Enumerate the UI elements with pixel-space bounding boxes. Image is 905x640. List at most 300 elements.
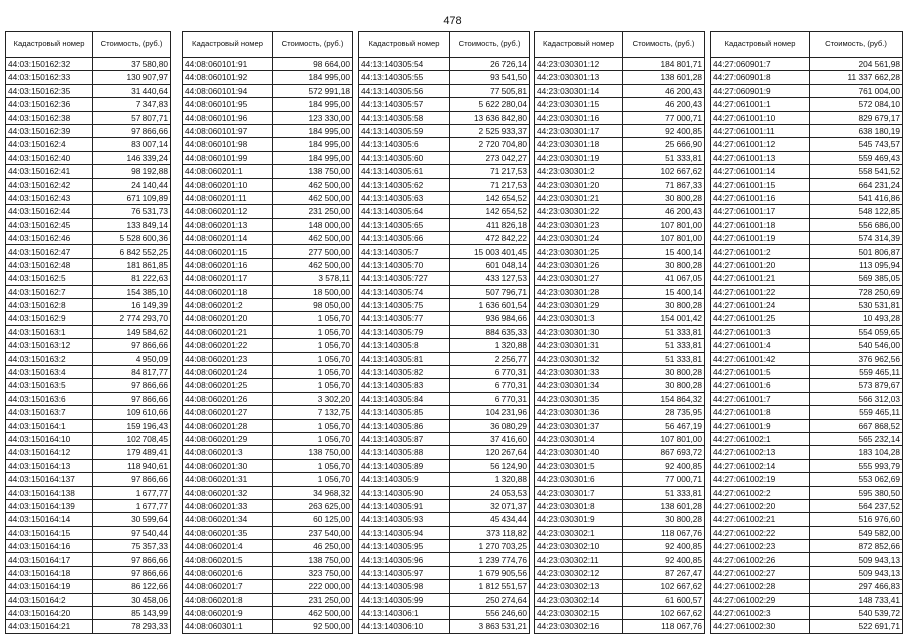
cost-value: 1 056,70 [273,473,353,486]
cadastral-number: 44:08:060201:4 [183,540,273,553]
cost-value: 24 140,44 [93,178,171,191]
cadastral-number: 44:03:150163:7 [6,406,93,419]
cadastral-number: 44:03:150164:13 [6,459,93,472]
cadastral-number: 44:23:030301:16 [535,111,623,124]
cadastral-number: 44:08:060201:16 [183,258,273,271]
cost-value: 61 600,57 [623,593,705,606]
table-row [6,473,171,486]
table-row [711,258,903,271]
cost-value: 184 801,71 [623,58,705,71]
table-row [6,285,171,298]
cost-value: 566 312,03 [810,392,903,405]
table-row [359,540,530,553]
cadastral-number: 44:08:060201:9 [183,607,273,620]
cost-value: 222 000,00 [273,580,353,593]
table-row [359,419,530,432]
cadastral-number: 44:13:140305:7 [359,245,450,258]
cadastral-number: 44:23:030301:25 [535,245,623,258]
cadastral-number: 44:23:030301:17 [535,124,623,137]
cadastral-number: 44:27:061001:24 [711,299,810,312]
table-row [6,566,171,579]
cadastral-number: 44:23:030301:29 [535,299,623,312]
cadastral-number: 44:03:150164:12 [6,446,93,459]
cost-value: 45 434,44 [450,513,530,526]
cost-value: 32 071,37 [450,499,530,512]
table-row [535,526,705,539]
table-row [711,459,903,472]
cadastral-number: 44:13:140305:98 [359,580,450,593]
cost-value: 573 879,67 [810,379,903,392]
cost-value: 1 320,88 [450,473,530,486]
table-row [6,151,171,164]
table-row [535,540,705,553]
table-row [359,365,530,378]
cadastral-number: 44:13:140305:88 [359,446,450,459]
cost-value: 118 067,76 [623,526,705,539]
table-row [359,459,530,472]
cadastral-number: 44:13:140305:91 [359,499,450,512]
cost-value: 433 127,53 [450,272,530,285]
cost-value: 30 800,28 [623,365,705,378]
cost-value: 92 400,85 [623,459,705,472]
cost-value: 24 053,53 [450,486,530,499]
cadastral-tables [0,31,905,631]
table-row [183,459,353,472]
cadastral-number: 44:27:060901:9 [711,84,810,97]
cadastral-number: 44:23:030301:31 [535,339,623,352]
cost-value: 559 465,11 [810,365,903,378]
cost-value: 118 067,76 [623,620,705,633]
cost-value: 728 250,69 [810,285,903,298]
cadastral-number: 44:23:030302:1 [535,526,623,539]
cost-value: 273 042,27 [450,151,530,164]
table-row [183,191,353,204]
table-row [359,58,530,71]
table-row [183,379,353,392]
table-row [711,432,903,445]
table-row [183,486,353,499]
table-row [6,486,171,499]
cost-value: 297 466,83 [810,580,903,593]
table-row [6,607,171,620]
cost-value: 30 800,28 [623,258,705,271]
header-cost: Стоимость, (руб.) [93,32,171,58]
table-row [6,165,171,178]
table-row [6,245,171,258]
cadastral-number: 44:03:150164:17 [6,553,93,566]
table-row [183,593,353,606]
cost-value: 2 774 293,70 [93,312,171,325]
table-row [359,232,530,245]
cadastral-number: 44:27:061002:14 [711,459,810,472]
table-row [711,124,903,137]
cadastral-number: 44:03:150162:40 [6,151,93,164]
cost-value: 554 059,65 [810,325,903,338]
table-row [6,178,171,191]
table-row [359,299,530,312]
table-row [711,607,903,620]
table-row [359,513,530,526]
cost-value: 97 866,66 [93,379,171,392]
cadastral-number: 44:23:030302:14 [535,593,623,606]
cadastral-number: 44:23:030301:5 [535,459,623,472]
table-row [535,71,705,84]
header-number: Кадастровый номер [535,32,623,58]
cadastral-number: 44:03:150164:2 [6,593,93,606]
table-row [6,71,171,84]
cost-value: 98 192,88 [93,165,171,178]
cadastral-number: 44:27:061002:13 [711,446,810,459]
cost-value: 667 868,52 [810,419,903,432]
table-row [183,513,353,526]
table-row [711,218,903,231]
table-row [711,419,903,432]
cost-value: 1 056,70 [273,379,353,392]
table-row [535,459,705,472]
cadastral-number: 44:23:030302:10 [535,540,623,553]
cost-value: 37 416,60 [450,432,530,445]
cost-value: 107 801,00 [623,432,705,445]
cost-value: 3 863 531,21 [450,620,530,633]
cadastral-number: 44:23:030302:11 [535,553,623,566]
cost-value: 31 440,64 [93,84,171,97]
header-cost: Стоимость, (руб.) [810,32,903,58]
table-row [183,325,353,338]
cost-value: 462 500,00 [273,258,353,271]
cost-value: 501 806,87 [810,245,903,258]
table-row [6,84,171,97]
cost-value: 4 950,09 [93,352,171,365]
cadastral-number: 44:03:150164:137 [6,473,93,486]
cadastral-number: 44:08:060201:32 [183,486,273,499]
table-row [711,446,903,459]
table-row [535,299,705,312]
cadastral-number: 44:13:140305:85 [359,406,450,419]
cadastral-number: 44:27:061001:15 [711,178,810,191]
table-row [183,526,353,539]
cadastral-number: 44:13:140305:63 [359,191,450,204]
table-row [6,540,171,553]
cost-value: 56 467,19 [623,419,705,432]
cost-value: 572 084,10 [810,98,903,111]
cost-value: 51 333,81 [623,352,705,365]
table-row [183,553,353,566]
cadastral-number: 44:27:061002:29 [711,593,810,606]
cadastral-number: 44:13:140305:727 [359,272,450,285]
table-row [711,285,903,298]
table-row [535,205,705,218]
cadastral-number: 44:08:060201:26 [183,392,273,405]
cost-value: 104 231,96 [450,406,530,419]
cadastral-number: 44:08:060201:25 [183,379,273,392]
cost-value: 92 400,85 [623,124,705,137]
cadastral-number: 44:13:140305:74 [359,285,450,298]
cost-value: 142 654,52 [450,205,530,218]
cost-value: 60 125,00 [273,513,353,526]
cadastral-number: 44:23:030301:22 [535,205,623,218]
table-row [183,245,353,258]
table-row [535,312,705,325]
cadastral-number: 44:23:030301:23 [535,218,623,231]
cost-value: 149 584,62 [93,325,171,338]
table-row [6,312,171,325]
cost-value: 30 458,06 [93,593,171,606]
table-row [183,312,353,325]
table-row [183,352,353,365]
table-row [711,232,903,245]
cost-value: 601 048,14 [450,258,530,271]
cost-value: 184 995,00 [273,124,353,137]
cadastral-number: 44:27:061001:12 [711,138,810,151]
cadastral-number: 44:27:061001:14 [711,165,810,178]
table-row [359,285,530,298]
cost-value: 1 056,70 [273,432,353,445]
cadastral-number: 44:08:060201:15 [183,245,273,258]
cadastral-number: 44:23:030301:7 [535,486,623,499]
table-row [711,553,903,566]
cadastral-number: 44:13:140305:95 [359,540,450,553]
cadastral-number: 44:13:140305:79 [359,325,450,338]
cost-value: 146 339,24 [93,151,171,164]
table-row [711,98,903,111]
cadastral-number: 44:27:061001:11 [711,124,810,137]
cost-value: 77 000,71 [623,473,705,486]
cost-value: 872 852,66 [810,540,903,553]
table-row [183,432,353,445]
cadastral-number: 44:27:061002:27 [711,566,810,579]
cost-value: 97 866,66 [93,339,171,352]
cadastral-number: 44:27:061002:22 [711,526,810,539]
cadastral-number: 44:03:150162:43 [6,191,93,204]
table-row [6,499,171,512]
cost-value: 130 907,97 [93,71,171,84]
table-row [535,218,705,231]
cadastral-number: 44:23:030301:20 [535,178,623,191]
cadastral-number: 44:27:061001:22 [711,285,810,298]
cost-value: 530 531,81 [810,299,903,312]
table-row [6,191,171,204]
cost-value: 107 801,00 [623,232,705,245]
table-row [359,98,530,111]
cost-value: 2 720 704,80 [450,138,530,151]
table-row [359,124,530,137]
cost-value: 30 800,28 [623,191,705,204]
cost-value: 15 400,14 [623,285,705,298]
cadastral-number: 44:08:060101:91 [183,58,273,71]
table-row [6,392,171,405]
cost-value: 376 962,56 [810,352,903,365]
table-row [359,218,530,231]
table-row [359,526,530,539]
cost-value: 159 196,43 [93,419,171,432]
cost-value: 154 001,42 [623,312,705,325]
table-row [535,446,705,459]
cost-value: 11 337 662,28 [810,71,903,84]
cost-value: 6 842 552,25 [93,245,171,258]
cost-value: 936 984,66 [450,312,530,325]
table-row [359,406,530,419]
cadastral-number: 44:08:060301:1 [183,620,273,633]
cadastral-number: 44:23:030301:40 [535,446,623,459]
cadastral-number: 44:03:150162:41 [6,165,93,178]
cadastral-number: 44:08:060201:30 [183,459,273,472]
cost-value: 522 691,71 [810,620,903,633]
cadastral-number: 44:08:060201:2 [183,299,273,312]
cadastral-number: 44:13:140305:86 [359,419,450,432]
table-row [6,406,171,419]
cadastral-number: 44:03:150164:16 [6,540,93,553]
table-row [711,526,903,539]
cost-value: 81 222,63 [93,272,171,285]
table-row [711,71,903,84]
cost-value: 71 867,33 [623,178,705,191]
cost-value: 51 333,81 [623,151,705,164]
table-row [359,191,530,204]
cadastral-number: 44:03:150162:39 [6,124,93,137]
cost-value: 462 500,00 [273,191,353,204]
cost-value: 3 302,20 [273,392,353,405]
cadastral-number: 44:08:060201:31 [183,473,273,486]
cost-value: 30 599,64 [93,513,171,526]
cost-value: 97 866,66 [93,392,171,405]
cost-value: 569 385,05 [810,272,903,285]
cost-value: 179 489,41 [93,446,171,459]
cost-value: 84 817,77 [93,365,171,378]
cadastral-number: 44:08:060201:28 [183,419,273,432]
cadastral-number: 44:08:060201:29 [183,432,273,445]
cost-value: 1 812 551,57 [450,580,530,593]
header-number: Кадастровый номер [6,32,93,58]
cadastral-number: 44:03:150163:1 [6,325,93,338]
cost-value: 181 861,85 [93,258,171,271]
cadastral-number: 44:27:061001:2 [711,245,810,258]
cost-value: 548 122,85 [810,205,903,218]
cost-value: 77 505,81 [450,84,530,97]
table-row [6,526,171,539]
cost-value: 102 667,62 [623,580,705,593]
table-row [6,98,171,111]
cost-value: 97 866,66 [93,124,171,137]
cost-value: 574 314,39 [810,232,903,245]
table-row [183,151,353,164]
table-row [183,124,353,137]
table-row [6,580,171,593]
cost-value: 7 132,75 [273,406,353,419]
table-row [711,365,903,378]
cost-value: 154 385,10 [93,285,171,298]
cost-value: 6 770,31 [450,365,530,378]
cadastral-number: 44:13:140305:99 [359,593,450,606]
table-row [183,580,353,593]
header-cost: Стоимость, (руб.) [623,32,705,58]
cost-value: 123 330,00 [273,111,353,124]
cost-value: 98 050,00 [273,299,353,312]
cost-value: 1 679 905,56 [450,566,530,579]
cost-value: 36 080,29 [450,419,530,432]
cadastral-number: 44:27:061001:20 [711,258,810,271]
cost-value: 120 267,64 [450,446,530,459]
table-row [6,111,171,124]
cost-value: 37 580,80 [93,58,171,71]
cadastral-number: 44:03:150164:21 [6,620,93,633]
cadastral-number: 44:23:030301:34 [535,379,623,392]
table-row [6,218,171,231]
cadastral-number: 44:13:140306:10 [359,620,450,633]
cadastral-number: 44:23:030301:18 [535,138,623,151]
cadastral-number: 44:23:030301:24 [535,232,623,245]
cost-value: 1 677,77 [93,486,171,499]
cost-value: 1 056,70 [273,339,353,352]
cadastral-number: 44:23:030301:30 [535,325,623,338]
table-row [359,312,530,325]
cost-value: 97 866,66 [93,553,171,566]
table-row [535,285,705,298]
cadastral-number: 44:08:060101:98 [183,138,273,151]
cost-value: 6 770,31 [450,392,530,405]
cadastral-number: 44:13:140305:77 [359,312,450,325]
cost-value: 51 333,81 [623,339,705,352]
header-number: Кадастровый номер [183,32,273,58]
table-row [535,419,705,432]
table-row [6,272,171,285]
cost-value: 1 056,70 [273,459,353,472]
cadastral-number: 44:03:150162:33 [6,71,93,84]
cost-value: 1 056,70 [273,365,353,378]
table-row [183,285,353,298]
cost-value: 564 237,52 [810,499,903,512]
table-row [183,339,353,352]
table-row [711,111,903,124]
cadastral-number: 44:27:061002:23 [711,540,810,553]
cadastral-number: 44:03:150164:19 [6,580,93,593]
table-row [535,272,705,285]
cost-value: 558 541,52 [810,165,903,178]
cost-value: 102 667,62 [623,607,705,620]
cost-value: 30 800,28 [623,379,705,392]
cadastral-number: 44:23:030301:19 [535,151,623,164]
table-row [6,593,171,606]
cadastral-number: 44:13:140305:93 [359,513,450,526]
cadastral-number: 44:27:061001:16 [711,191,810,204]
cadastral-number: 44:13:140305:89 [359,459,450,472]
cadastral-number: 44:03:150163:2 [6,352,93,365]
cadastral-number: 44:08:060201:13 [183,218,273,231]
cost-value: 1 056,70 [273,419,353,432]
cost-value: 46 250,00 [273,540,353,553]
cadastral-number: 44:27:061001:7 [711,392,810,405]
cost-value: 204 561,98 [810,58,903,71]
table-row [535,232,705,245]
cost-value: 154 864,32 [623,392,705,405]
cadastral-number: 44:08:060201:34 [183,513,273,526]
cadastral-number: 44:03:150164:18 [6,566,93,579]
cost-value: 86 122,66 [93,580,171,593]
cost-value: 102 708,45 [93,432,171,445]
cadastral-number: 44:13:140305:6 [359,138,450,151]
cost-value: 411 826,18 [450,218,530,231]
table-row [535,365,705,378]
cost-value: 46 200,43 [623,84,705,97]
cost-value: 184 995,00 [273,98,353,111]
cost-value: 540 539,72 [810,607,903,620]
table-row [6,124,171,137]
table-row [183,84,353,97]
cadastral-number: 44:27:061002:19 [711,473,810,486]
cadastral-number: 44:03:150162:46 [6,232,93,245]
cadastral-number: 44:23:030301:33 [535,365,623,378]
cost-value: 26 726,14 [450,58,530,71]
cost-value: 51 333,81 [623,325,705,338]
